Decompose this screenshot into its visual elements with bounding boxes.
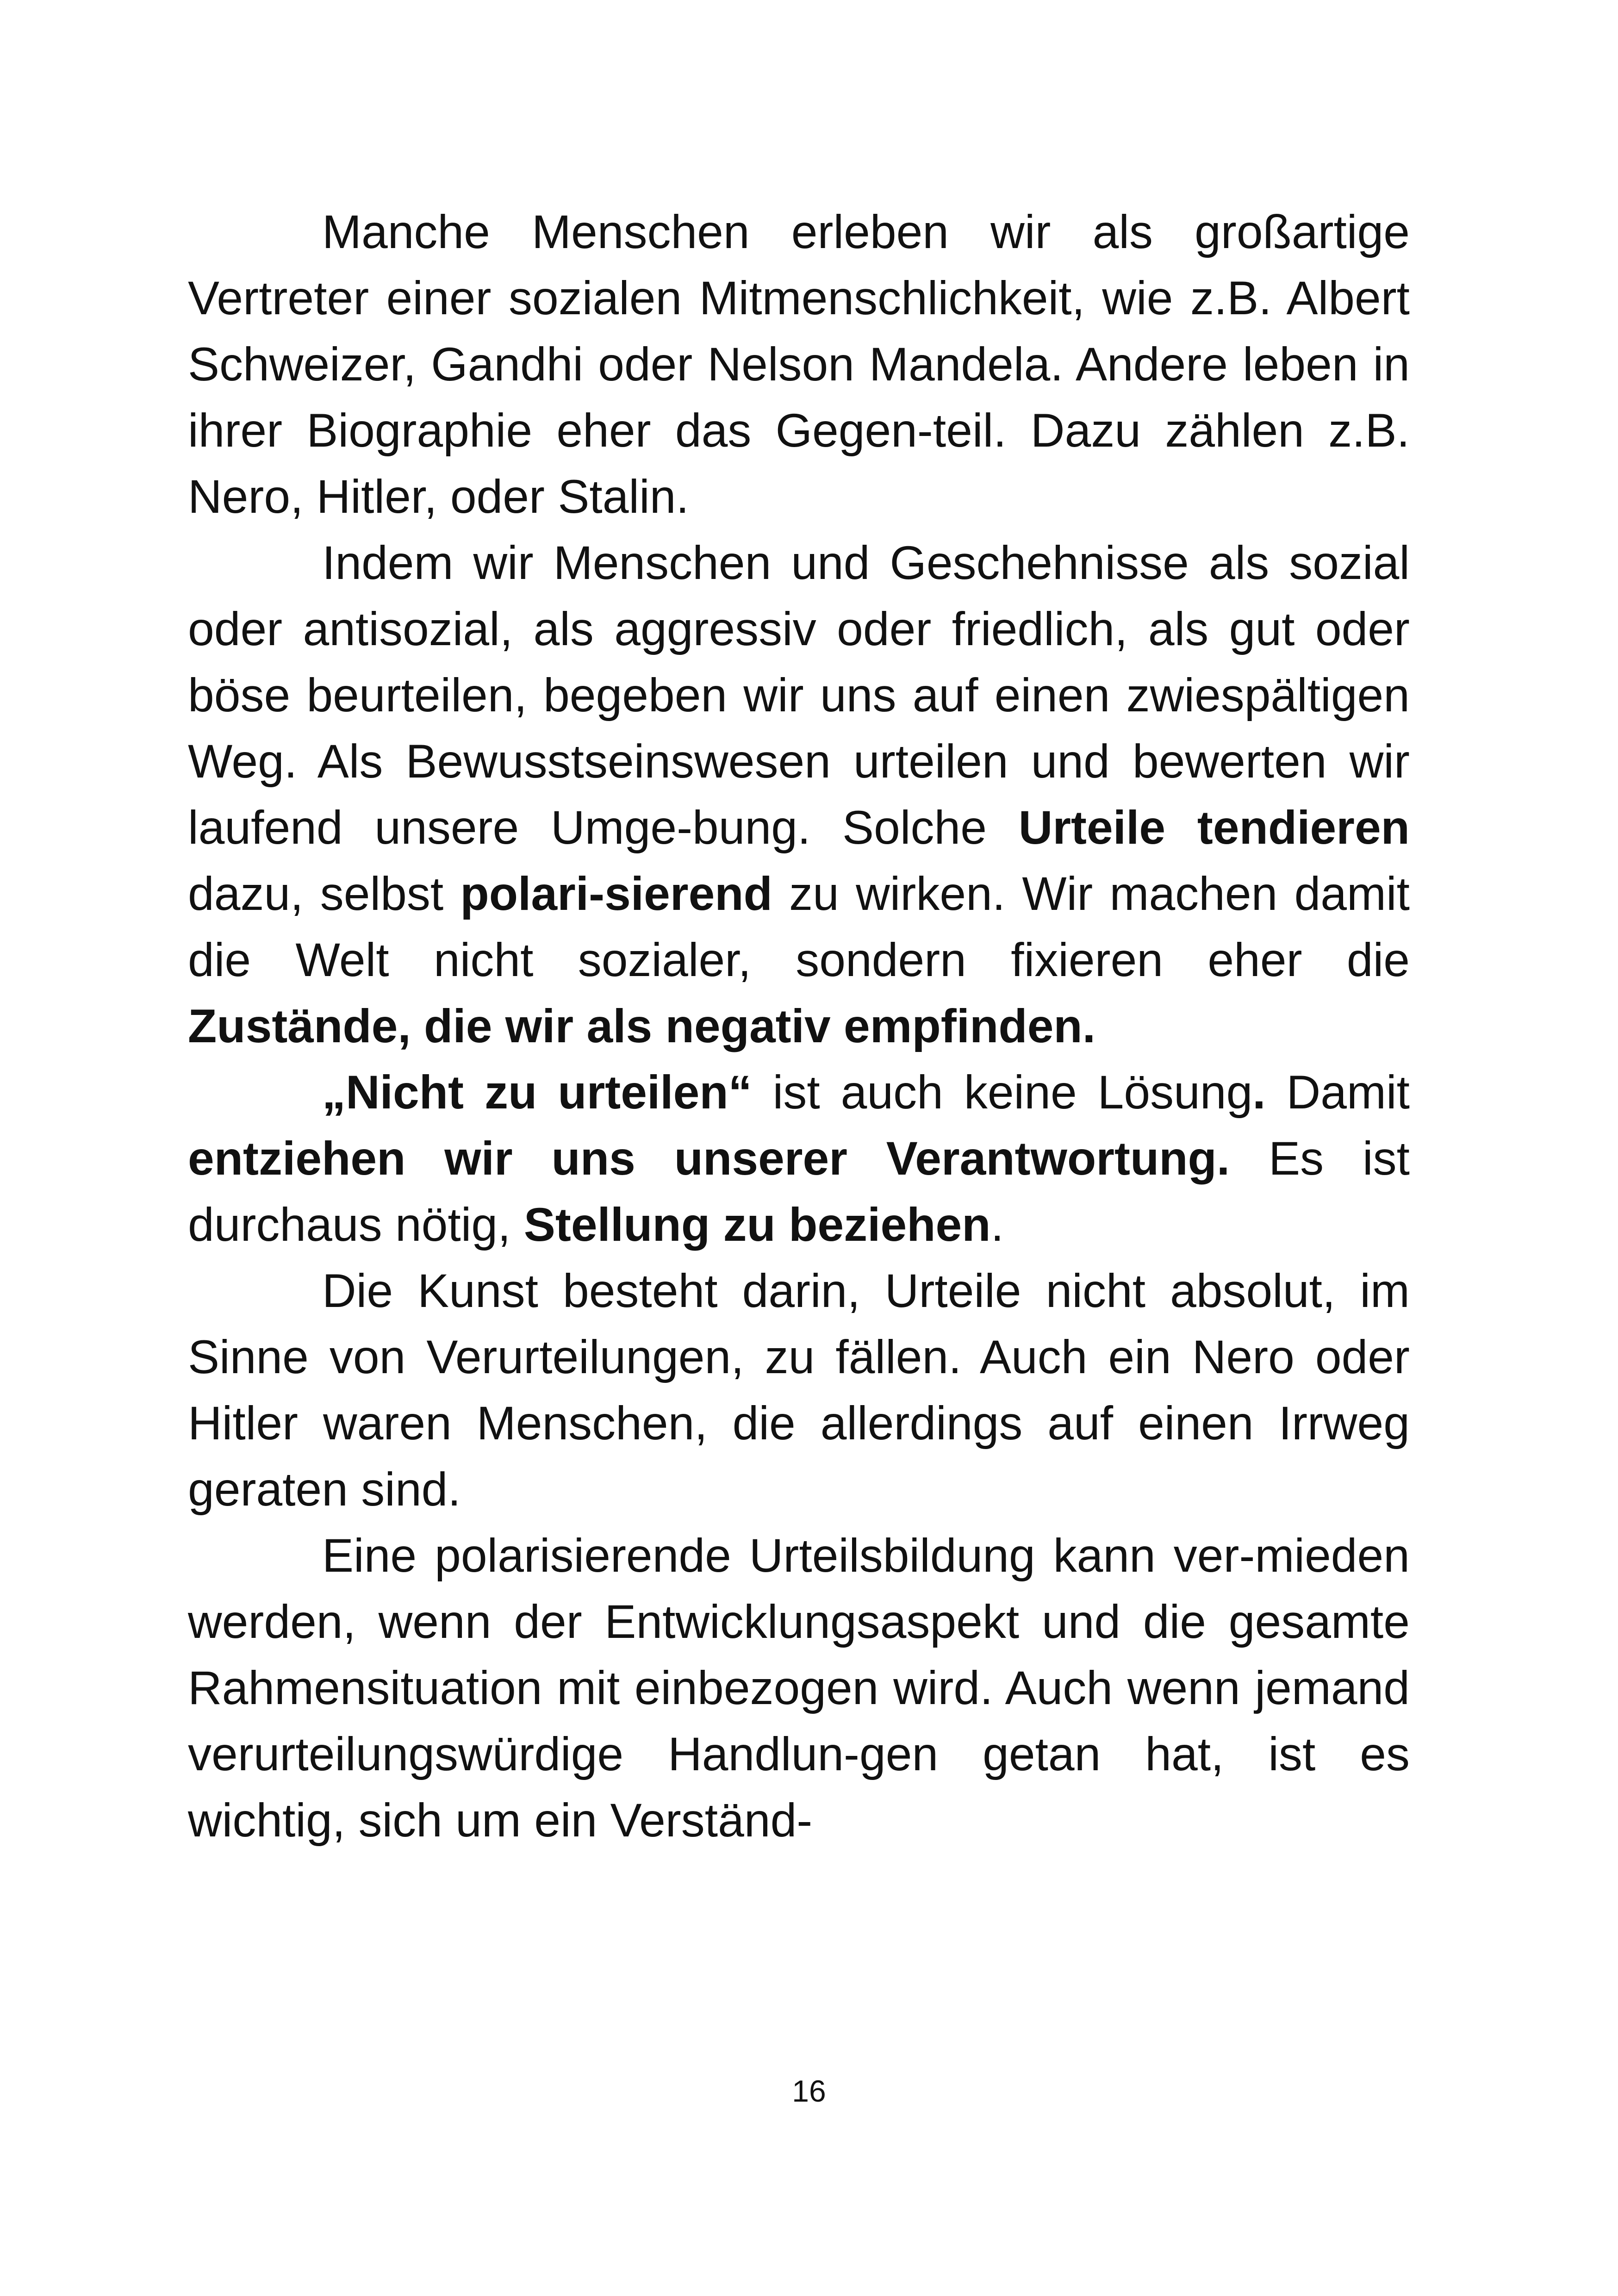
page-number: 16 bbox=[792, 2074, 826, 2108]
text-segment: zu wirken. Wir machen damit die Welt nicht sozialer, sondern fixieren eher die bbox=[188, 867, 1410, 986]
text-segment: Die Kunst besteht darin, Urteile nicht absolut, im Sinne von Verurteilungen, zu fällen. Auch ein Nero oder Hitler waren Menschen, die allerdings auf einen Irrweg geraten sind. bbox=[188, 1264, 1410, 1516]
body-text bbox=[188, 199, 1410, 1854]
text-segment: dazu, selbst bbox=[188, 867, 461, 920]
text-segment: Es ist durchaus nötig, bbox=[188, 1132, 1410, 1251]
text-segment: . bbox=[990, 1198, 1004, 1251]
bold-text-segment: Stellung zu beziehen bbox=[523, 1198, 991, 1251]
text-segment: Manche Menschen erleben wir als großartige Vertreter einer sozialen Mitmenschlichkeit, wie z.B. Albert Schweizer, Gandhi oder Nelson Mandela. Andere leben in ihrer Biographie eher das Gegen-teil. Dazu zählen z.B. Nero, Hitler, oder Stalin. bbox=[188, 205, 1410, 523]
bold-text-segment: . bbox=[1252, 1066, 1266, 1119]
bold-text-segment: Zustände, die wir als negativ empfinden. bbox=[188, 1000, 1096, 1052]
text-segment: Indem wir Menschen und Geschehnisse als sozial oder antisozial, als aggressiv oder friedlich, als gut oder böse beurteilen, begeben wir uns auf einen zwiespältigen Weg. Als Bewusstseinswesen urteilen und bewerten wir laufend unsere Umge-bung. Solche bbox=[188, 536, 1410, 854]
bold-text-segment: Urteile tendieren bbox=[1018, 801, 1410, 854]
text-segment: Damit bbox=[1265, 1066, 1410, 1119]
paragraph bbox=[188, 530, 1410, 1059]
text-segment: ist auch keine Lösung bbox=[752, 1066, 1253, 1119]
bold-text-segment: polari-sierend bbox=[460, 867, 772, 920]
bold-text-segment: „Nicht zu urteilen“ bbox=[322, 1066, 752, 1119]
paragraph bbox=[188, 1059, 1410, 1258]
paragraph bbox=[188, 199, 1410, 530]
paragraph bbox=[188, 1258, 1410, 1523]
paragraph bbox=[188, 1523, 1410, 1854]
bold-text-segment: entziehen wir uns unserer Verantwortung. bbox=[188, 1132, 1230, 1185]
text-segment: Eine polarisierende Urteilsbildung kann ver-mieden werden, wenn der Entwicklungsaspekt und die gesamte Rahmensituation mit einbezogen wird. Auch wenn jemand verurteilungswürdige Handlun-gen getan hat, ist es wichtig, sich um ein Verständ- bbox=[188, 1529, 1410, 1847]
